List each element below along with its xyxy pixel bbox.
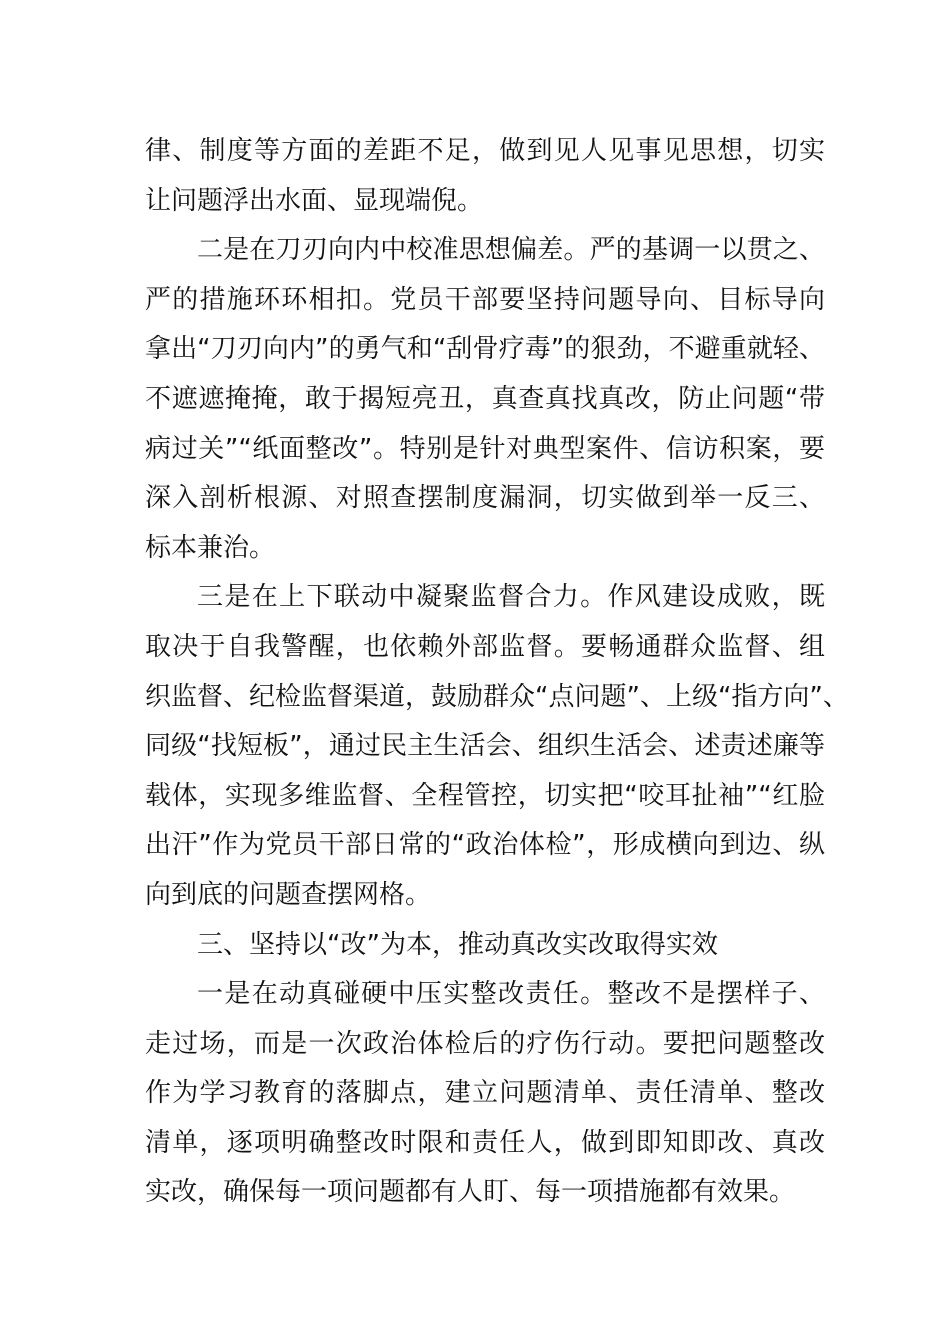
text-line: 病过关”“纸面整改”。特别是针对典型案件、信访积案，要 — [145, 433, 825, 464]
text-line: 让问题浮出水面、显现端倪。 — [145, 185, 484, 216]
text-line: 取决于自我警醒，也依赖外部监督。要畅通群众监督、组 — [145, 631, 825, 662]
text-line: 一是在动真碰硬中压实整改责任。整改不是摆样子、 — [197, 979, 825, 1010]
text-line: 拿出“刀刃向内”的勇气和“刮骨疗毒”的狠劲，不避重就轻、 — [145, 334, 825, 365]
text-line: 二是在刀刃向内中校准思想偏差。严的基调一以贯之、 — [197, 235, 825, 266]
text-line: 严的措施环环相扣。党员干部要坚持问题导向、目标导向 — [145, 284, 825, 315]
text-line: 律、制度等方面的差距不足，做到见人见事见思想，切实 — [145, 136, 825, 166]
text-line: 标本兼治。 — [145, 532, 276, 563]
text-line: 织监督、纪检监督渠道，鼓励群众“点问题”、上级“指方向”、 — [145, 681, 849, 712]
text-line: 深入剖析根源、对照查摆制度漏洞，切实做到举一反三、 — [145, 483, 825, 514]
text-line: 实改，确保每一项问题都有人盯、每一项措施都有效果。 — [145, 1177, 796, 1208]
body-text — [145, 127, 849, 1218]
text-line: 向到底的问题查摆网格。 — [145, 879, 432, 910]
text-line: 走过场，而是一次政治体检后的疗伤行动。要把问题整改 — [145, 1028, 825, 1059]
text-line: 载体，实现多维监督、全程管控，切实把“咬耳扯袖”“红脸 — [145, 780, 825, 811]
text-line: 同级“找短板”，通过民主生活会、组织生活会、述责述廉等 — [145, 731, 825, 762]
text-line: 出汗”作为党员干部日常的“政治体检”，形成横向到边、纵 — [145, 830, 825, 861]
text-line: 不遮遮掩掩，敢于揭短亮丑，真查真找真改，防止问题“带 — [145, 383, 825, 414]
text-line: 作为学习教育的落脚点，建立问题清单、责任清单、整改 — [145, 1078, 825, 1109]
section-heading: 三、坚持以“改”为本，推动真改实改取得实效 — [197, 929, 718, 960]
text-line: 三是在上下联动中凝聚监督合力。作风建设成败，既 — [197, 582, 825, 613]
text-line: 清单，逐项明确整改时限和责任人，做到即知即改、真改 — [145, 1127, 825, 1158]
